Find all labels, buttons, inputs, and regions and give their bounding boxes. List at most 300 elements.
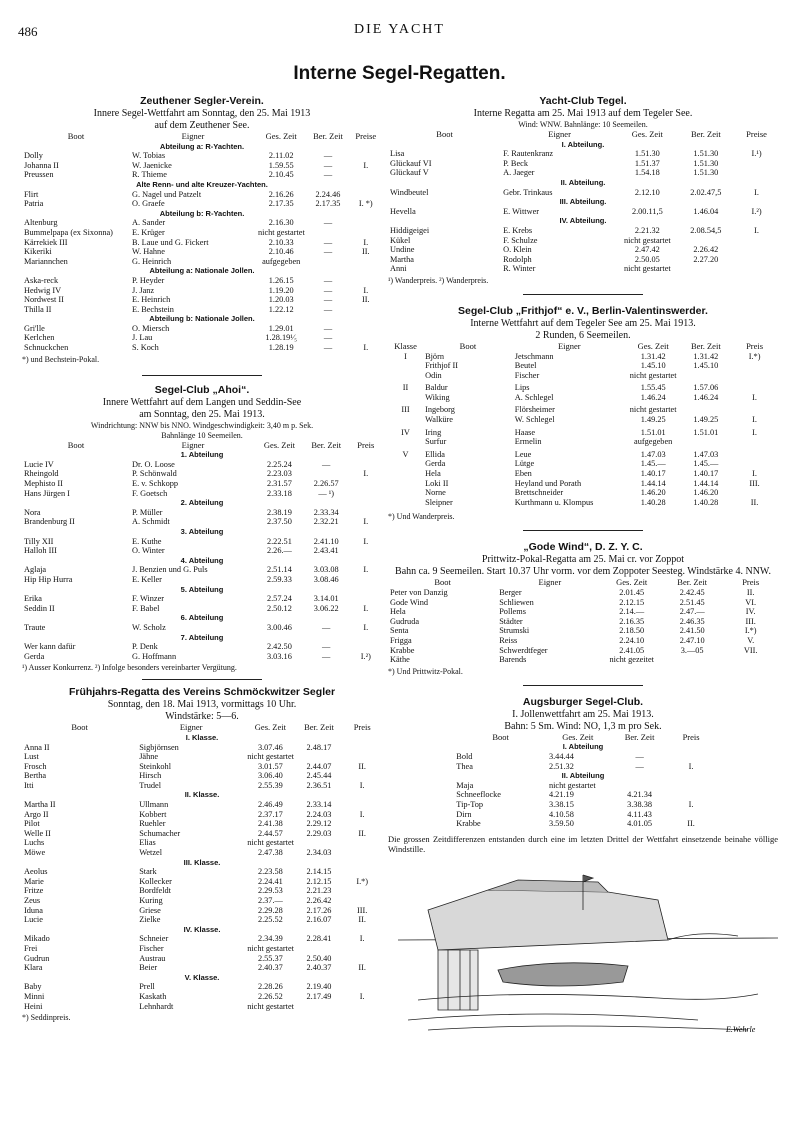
owner: Schwerdtfeger [499,645,548,655]
prize [731,450,778,460]
corrected-time: — [323,285,333,295]
column-header: Ber. Zeit [677,578,708,588]
corrected-time [306,228,349,238]
table-row [454,790,711,800]
division-label: 2. Abteilung [180,498,224,508]
owner: Kollecker [139,876,172,886]
total-time: 2.37.— [257,896,283,905]
total-time: — [635,761,644,771]
total-time: 1.51.01 [640,427,666,437]
owner: Kaskath [139,991,167,1001]
owner: Ullmann [139,800,169,810]
prize: III. [357,905,368,915]
table-row [388,226,778,236]
prize [342,982,382,992]
boat-name: Schnuckchen [24,343,69,353]
prize: II. [358,828,366,838]
table-row [22,934,382,944]
boat-name: Fritze [24,886,44,896]
table-row [388,236,778,246]
godewind-section [388,541,778,676]
boat-name: Aglaja [24,565,47,575]
prize [350,218,382,228]
total-time: 4.21.34 [627,790,653,800]
corrected-time: 2.43.41 [313,546,339,556]
header-row [388,130,778,140]
total-time: 4.11.43 [627,809,652,819]
owner: F. Goetsch [132,488,168,498]
zeuthen-section [22,95,382,365]
corrected-time: 1.40.28 [693,497,719,507]
owner: E. Heinrich [132,295,171,305]
boat-name: Zeus [24,896,41,905]
table-row [388,459,778,469]
boat-name: Lucie [24,915,43,925]
boat-name: Surfur [425,437,447,447]
corrected-time: — [323,247,333,257]
total-time: 2.38.19 [266,507,292,517]
table-row [388,245,778,255]
column-header: Boot [67,132,85,141]
divider [523,530,643,531]
owner: Berger [499,588,522,597]
prize: I. [359,991,365,1001]
corrected-time: 1.57.06 [693,383,719,393]
owner: E. Wittwer [503,206,540,216]
boat-name: Kikeriki [24,247,52,257]
boat-name: Hedwig IV [24,285,62,295]
division-label: I. Abteilung. [561,139,605,149]
boat-name: Maja [456,780,474,790]
corrected-time: 2.24.46 [315,189,341,199]
boat-name: Patria [24,199,44,209]
boat-name: Martha [390,254,414,264]
owner: Heyland und Porath [514,478,582,488]
corrected-time [303,469,350,479]
table-row [454,752,711,762]
total-time: 2.42.50 [266,642,292,652]
prize: VII. [743,645,758,655]
total-time: 1.55.45 [640,383,666,393]
corrected-time: 3.08.46 [313,574,339,584]
table-row [388,393,778,403]
prize: I.²) [751,206,762,216]
total-time: 1.54.18 [634,168,660,178]
corrected-time: 1.46.04 [693,206,719,216]
corrected-time: — [323,323,333,333]
club-subtitle2: Bahn: 5 Sm. Wind: NO, 1,3 m pro Sek. [504,720,662,732]
corrected-time: — [323,151,333,161]
division-row [22,266,382,276]
corrected-time: 2.17.35 [315,199,341,209]
boat-name: Frosch [24,761,47,771]
owner: R. Thieme [132,170,167,180]
owner: J. Benzien und G. Puls [132,565,208,575]
boat-name: Kärrekiek III [24,237,68,247]
owner: P. Heyder [132,275,165,285]
division-row [22,314,382,324]
owner: W. Schlegel [514,415,555,425]
table-row [388,149,778,159]
table-row [454,781,711,791]
prize [735,236,778,246]
division-row [22,142,382,152]
table-row [22,247,382,257]
column-header: Ges. Zeit [562,732,594,742]
division-label: Abteilung a: Nationale Jollen. [149,266,255,276]
owner: P. Beck [503,158,528,168]
column-header: Boot [434,578,451,588]
total-time: 2.47.42 [634,245,660,255]
owner: Flörsheimer [514,405,555,415]
corrected-time: II. [687,819,695,829]
corrected-time [296,944,343,954]
corrected-time: — [322,651,331,661]
class-label [388,393,423,403]
total-time: 2.37.17 [257,809,283,819]
corrected-time: 2.50.40 [306,953,332,963]
total-time: 1.28.19 [268,343,294,353]
class-label [388,459,423,469]
total-time: 2.12.10 [634,187,660,197]
boat-name: Luchs [24,838,45,848]
boat-name: Martha II [24,800,56,810]
club-subtitle2: Wind: WNW. Bahnlänge: 10 Seemeilen. [518,120,648,129]
prize: I.¹) [751,149,762,159]
table-row [22,867,382,877]
owner: Barends [499,655,527,665]
harbor-sketch-illustration [398,870,778,1040]
boat-name: Anni [390,264,407,274]
owner: F. Winzer [132,594,165,604]
total-time: 1.51.30 [634,149,660,159]
total-time: 2.24.41 [257,876,283,886]
total-time: 2.16.35 [619,616,645,626]
table-row [388,588,778,598]
prize: I. [752,469,757,479]
total-time: nicht gestartet [623,264,671,274]
corrected-time: 2.45.44 [306,771,332,781]
total-time: 2.51.14 [266,565,292,575]
total-time: 2.26.— [266,546,292,556]
prize [350,460,382,470]
boat-name: Iduna [24,905,43,915]
prize [350,489,382,499]
class-label: IV [401,427,410,437]
column-header: Preise [746,130,767,139]
corrected-time: 1.51.30 [693,168,719,178]
table-row [388,617,778,627]
total-time: 2.28.26 [257,982,283,992]
column-header: Preis [742,578,760,588]
footnote: *) Und Wanderpreis. [388,512,455,522]
prize: II. [361,295,370,305]
prize [735,168,778,178]
club-title: Segel-Club „Frithjof“ e. V., Berlin-Valentinswerder. [458,304,708,317]
boat-name: Marie [24,876,44,886]
prize: III. [745,616,756,626]
class-label: III [401,405,410,415]
owner: P. Denk [132,642,158,652]
owner: Brettschneider [514,488,564,498]
table-row [22,1002,382,1012]
boat-name: Peter von Danzig [390,588,448,597]
division-row [22,790,382,800]
owner: Bordfeldt [139,886,171,896]
table-row [22,829,382,839]
corrected-time: 3.14.01 [313,594,339,604]
corrected-time: 1.46.24 [693,392,719,402]
owner: Reiss [499,635,518,645]
boat-name: Preussen [24,170,54,180]
owner: O. Graefe [132,199,165,209]
owner: Pollems [499,607,526,617]
corrected-time [661,655,723,665]
boat-name: Hip Hip Hurra [24,574,73,584]
owner: Elias [139,838,156,848]
owner: Dr. O. Loose [132,459,175,469]
total-time: 2.21.32 [634,225,660,235]
corrected-time: 2.48.17 [306,742,332,752]
division-label: I. Klasse. [185,732,219,742]
total-time: 2.26.52 [257,991,283,1001]
total-time: nicht gestartet [247,1001,294,1011]
class-label [388,371,423,381]
club-subtitle2: 2 Runden, 6 Seemeilen. [535,329,631,341]
boat-name: Itti [24,780,34,790]
table-row [22,517,382,527]
prize: I. [754,187,759,197]
corrected-time: 2.44.07 [306,761,332,771]
prize: I.*) [748,351,761,361]
total-time: 2.50.05 [634,254,660,264]
division-row [22,180,382,190]
prize [723,655,778,665]
table-row [22,286,382,296]
boat-name: Gri'lle [24,323,45,333]
class-label [388,437,423,447]
corrected-time: 2.41.50 [679,626,705,636]
boat-name: Argo II [24,809,49,819]
header-row [22,132,382,142]
total-time: 3.06.40 [257,771,283,781]
boat-name: Frithjof II [425,361,459,371]
total-time: — [635,751,644,761]
division-row [22,613,382,623]
boat-name: Flirt [24,189,39,199]
table-row [22,963,382,973]
table-row [22,218,382,228]
boat-name: Gerda [24,651,45,661]
prize [350,190,382,200]
table-row [454,800,711,810]
total-time: nicht gestartet [258,227,305,237]
owner: Fischer [514,370,540,380]
column-header: Boot [459,341,477,351]
prize [731,405,778,415]
owner: S. Koch [132,343,159,353]
boat-name: Krabbe [456,819,481,829]
owner: A. Schlegel [514,392,554,402]
club-title: Augsburger Segel-Club. [522,695,644,708]
total-time: 2.50.12 [266,603,292,613]
prize [342,752,382,762]
prize [350,276,382,286]
corrected-time: 3.03.08 [313,565,339,575]
column-header: Ber. Zeit [624,732,655,742]
boat-name: Hiddigeigei [390,225,430,235]
table-row [22,276,382,286]
division-label: III. Abteilung. [559,197,607,207]
boat-name: Loki II [425,478,449,488]
boat-name: Frei [24,943,38,953]
corrected-time [296,838,343,848]
table-row [388,655,778,665]
total-time: 2.47.38 [257,848,283,858]
division-row [454,771,711,781]
total-time: nicht gestartet [629,405,677,415]
division-label: III. Klasse. [183,857,221,867]
boat-name: Heini [24,1001,43,1011]
division-label: Abteilung b: R-Yachten. [159,208,245,218]
club-subtitle1: Prittwitz-Pokal-Regatta am 25. Mai cr. vor Zoppot [481,554,685,566]
boat-name: Dolly [24,151,43,161]
division-row [22,556,382,566]
column-header: Preise [355,132,377,141]
total-time: 2.01.45 [619,588,645,597]
table-row [22,305,382,315]
prize [342,867,382,877]
boat-name: Krabbe [390,645,415,655]
table-row [388,607,778,617]
boat-name: Gudrun [24,953,50,963]
division-label: Abteilung a: R-Yachten. [159,141,245,151]
owner: E. Keller [132,574,162,584]
owner: Sigbjörnsen [139,742,179,752]
division-label: IV. Abteilung. [559,216,607,226]
boat-name: Sleipner [425,497,453,507]
prize [342,848,382,858]
total-time: 2.14.— [619,607,645,617]
column-header: Ber. Zeit [690,341,721,351]
table-row [388,405,778,415]
corrected-time: 2.51.45 [679,597,705,607]
prize [350,508,382,518]
boat-name: Johanna II [24,160,59,170]
corrected-time: — ¹) [318,488,334,498]
prize [342,743,382,753]
table-row [22,906,382,916]
table-row [22,623,382,633]
running-title: DIE YACHT [354,22,445,37]
prize: I. [359,934,365,944]
owner: 3.59.50 [548,819,574,829]
corrected-time: 1.51.30 [693,149,719,159]
corrected-time [296,1002,343,1012]
prize: IV. [745,607,756,617]
class-label: V [402,449,409,459]
column-header: Ges. Zeit [265,132,297,141]
prize: I. [363,622,369,632]
owner: Kurthmann u. Klompus [514,497,594,507]
prize [342,819,382,829]
boat-name: Glückauf VI [390,158,432,168]
division-row [22,585,382,595]
table-row [22,877,382,887]
prize [350,594,382,604]
footnote: *) Und Prittwitz-Pokal. [388,666,463,676]
boat-name: Minni [24,991,45,1001]
frithjof-section [388,305,778,523]
table-row [388,469,778,479]
table-row [22,604,382,614]
owner: Rodolph [503,254,532,264]
prize: I. [752,415,757,425]
owner: Zielke [139,915,161,925]
corrected-time: 2.40.37 [306,963,332,973]
corrected-time: 2.27.20 [693,254,719,264]
prize [342,896,382,906]
owner: 2.51.32 [548,761,574,771]
prize [342,954,382,964]
table-row [22,594,382,604]
table-row [22,771,382,781]
corrected-time: 1.51.30 [693,158,719,168]
table-row [22,565,382,575]
owner: G. Heinrich [132,256,172,266]
table-row [388,598,778,608]
footnote: *) Seddinpreis. [22,1013,71,1023]
division-label: 1. Abteilung [180,450,224,460]
corrected-time: 2.47.— [679,607,705,617]
owner: E. Krebs [503,225,533,235]
boat-name: Bummelpapa (ex Sixonna) [24,227,113,237]
class-label [388,488,423,498]
owner: P. Schönwald [132,469,177,479]
table-row [388,264,778,274]
total-time: 2.10.45 [268,170,294,180]
total-time: 2.24.10 [619,635,645,645]
column-header: Boot [71,723,88,733]
class-label [388,498,423,508]
corrected-time: — [323,275,333,285]
owner: 4.10.58 [548,809,574,819]
prize: II. [750,497,759,507]
right-column [388,95,778,854]
divider [142,375,262,376]
table-row [22,896,382,906]
owner: J. Janz [132,285,155,295]
table-row [22,781,382,791]
boat-name: Kerlchen [24,333,55,343]
owner: A. Sander [132,218,166,228]
division-row [22,450,382,460]
table-row [388,168,778,178]
boat-name: Windbeutel [390,187,429,197]
boat-name: Baby [24,982,42,992]
table-row [22,752,382,762]
owner: Trudel [139,780,162,790]
column-header: Eigner [179,723,203,733]
footnote: *) und Bechstein-Pokal. [22,354,100,364]
divider [523,294,643,295]
corrected-time: 3.—05 [680,645,704,655]
boat-name: Mikado [24,934,50,944]
owner: B. Laue und G. Fickert [132,237,209,247]
prize: II. [361,247,370,257]
corrected-time: — [322,622,331,632]
owner: Beutel [514,361,537,371]
